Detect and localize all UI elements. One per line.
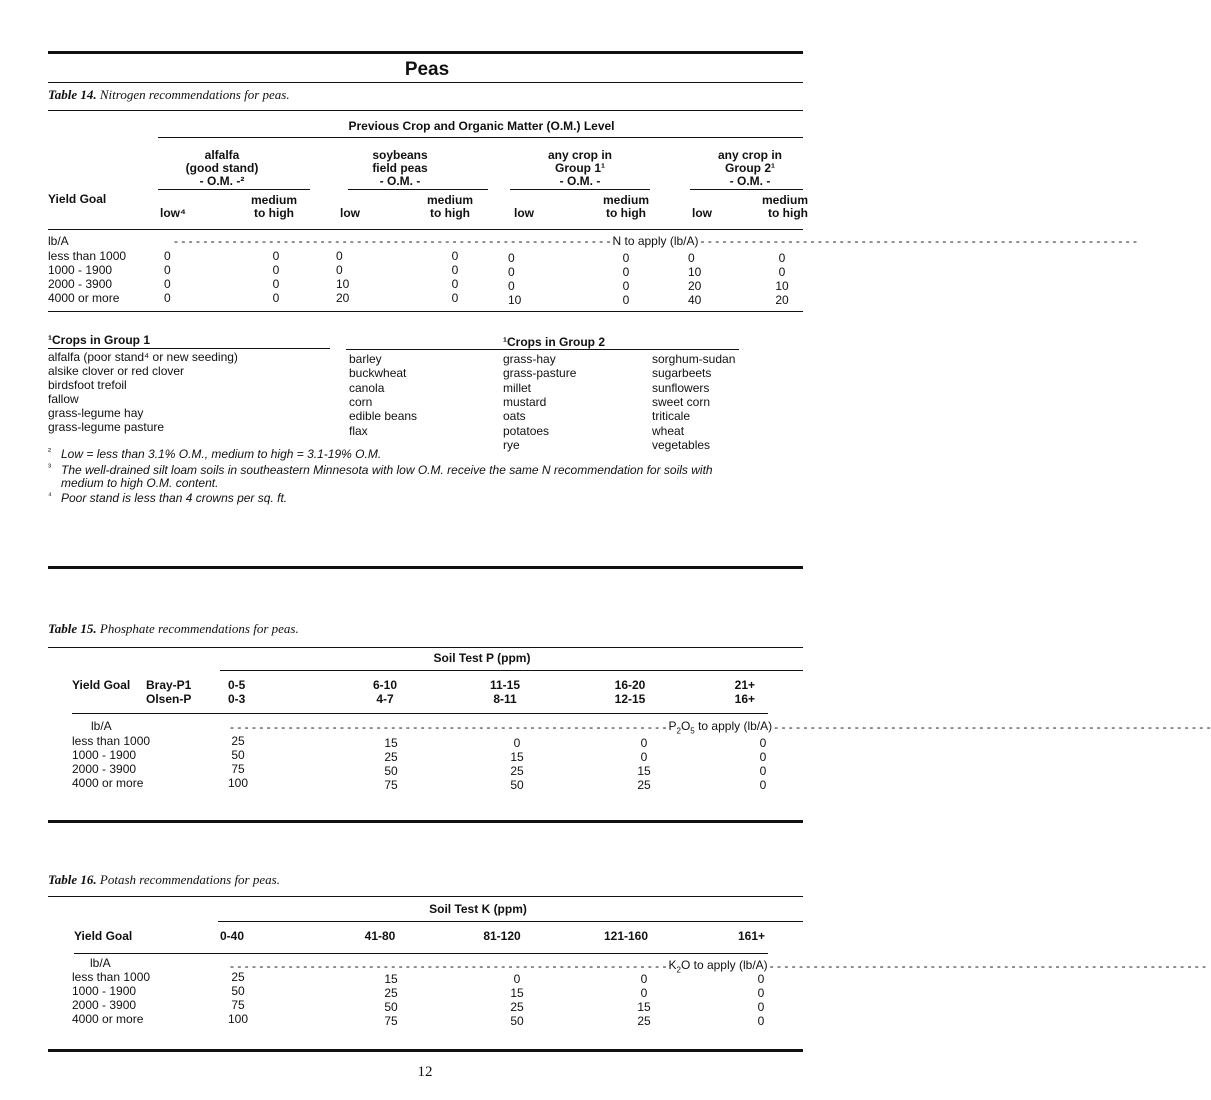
group2-item: flax — [349, 423, 368, 438]
section-divider-1 — [48, 566, 803, 569]
table14-cell: 0 — [451, 263, 459, 277]
table15-super-rule — [220, 670, 803, 671]
table15-cell: 0 — [640, 736, 648, 750]
group2-item: canola — [349, 380, 385, 395]
table16-range: 81-120 — [483, 929, 521, 943]
table16-cell: 0 — [513, 972, 521, 986]
table14-cell: 10 — [688, 265, 702, 279]
table14-caption — [48, 87, 290, 103]
table16-row-label: less than 1000 — [72, 970, 151, 984]
table14-subheader: low⁴ — [160, 206, 186, 220]
group1-item: grass-legume hay — [48, 406, 144, 420]
table15-cell: 25 — [384, 750, 398, 764]
table14-subheader: low — [514, 206, 534, 220]
group1-item: grass-legume pasture — [48, 420, 165, 434]
table15-olsen-range: 8-11 — [493, 692, 517, 706]
table14-cell: 0 — [272, 263, 280, 277]
table14-label: Table 14. — [48, 87, 97, 102]
table15-header-rule — [72, 713, 768, 714]
table14-cell: 0 — [164, 249, 171, 263]
title-rule — [48, 82, 803, 83]
group2-item: sorghum-sudan — [652, 352, 736, 366]
table16-cell: 15 — [510, 986, 524, 1000]
table14-cell: 10 — [775, 279, 789, 293]
table14-bottom-rule — [48, 311, 803, 312]
table16-cell: 0 — [757, 986, 765, 1000]
table14-row-label: 2000 - 3900 — [48, 277, 113, 291]
unit-note-sub: 5 — [690, 726, 695, 736]
table16-cell: 100 — [227, 1012, 249, 1026]
table14-group-header-line: - O.M. -² — [199, 174, 245, 188]
table14-super-header: Previous Crop and Organic Matter (O.M.) Level — [348, 119, 615, 133]
table14-group-rule — [690, 189, 803, 190]
table14-dash-row — [174, 234, 1138, 248]
footnote-line: Poor stand is less than 4 crowns per sq. ft. — [61, 491, 288, 505]
table15-cell: 50 — [384, 764, 398, 778]
group1-title: ¹Crops in Group 1 — [48, 333, 150, 347]
table15-bray-range: 0-5 — [228, 678, 246, 692]
table15-bray-range: 16-20 — [614, 678, 646, 692]
table14-cell: 0 — [622, 279, 630, 293]
table14-group-header-line: soybeans — [372, 148, 428, 162]
unit-note-sub: 2 — [676, 965, 681, 975]
table16-cell: 50 — [231, 984, 245, 998]
table16-cell: 0 — [757, 1014, 765, 1028]
group2-item: barley — [349, 352, 382, 366]
table14-cell: 0 — [272, 291, 280, 305]
table15-olsen-range: 4-7 — [376, 692, 394, 706]
table15-olsen-label: Olsen-P — [146, 692, 192, 706]
table15-cell: 15 — [637, 764, 651, 778]
dash-leader: - - - - - - - - - - - - - - - - - - - - - - - - - - - - - - - - - - - - - - - - - - - - - - - - - - - - - - - - - - - - — [774, 720, 1211, 735]
table16-yield-goal: Yield Goal — [74, 929, 133, 943]
table14-subheader: low — [692, 206, 712, 220]
footnote-line: medium to high O.M. content. — [61, 476, 219, 490]
table14-subheader: low — [340, 206, 360, 220]
table14-subheader: medium to high — [761, 193, 808, 220]
group2-item: wheat — [652, 423, 685, 438]
footnote-mark: ⁴ — [48, 490, 52, 500]
table15-bray-range: 6-10 — [372, 678, 398, 692]
table16-units: lb/A — [90, 956, 111, 970]
table14-cell: 0 — [622, 265, 630, 279]
footnote-mark: ³ — [48, 462, 51, 472]
page-number: 12 — [417, 1064, 433, 1080]
table15-row-label: 2000 - 3900 — [72, 762, 137, 776]
unit-note — [610, 234, 700, 248]
table15-cell: 50 — [510, 778, 524, 792]
table14-group-header-line: any crop in — [717, 148, 782, 162]
table14-cell: 0 — [778, 251, 786, 265]
table16-cell: 50 — [384, 1000, 398, 1014]
table16-cell: 25 — [510, 1000, 524, 1014]
table15-row-label: less than 1000 — [72, 734, 151, 748]
footnote-mark: ² — [48, 446, 51, 456]
table16-super-rule — [218, 921, 803, 922]
table14-yield-goal: Yield Goal — [48, 192, 107, 206]
table14-cell: 0 — [688, 251, 695, 265]
unit-note-sub: 2 — [676, 726, 681, 736]
table16-cell: 50 — [510, 1014, 524, 1028]
table14-group-header-line: - O.M. - — [559, 174, 601, 188]
table14-super-rule — [158, 137, 803, 138]
group2-item: grass-hay — [503, 352, 556, 366]
table16-cell: 0 — [640, 986, 648, 1000]
table14-row-label: less than 1000 — [48, 249, 127, 263]
table14-cell: 10 — [508, 293, 522, 307]
table14-cell: 10 — [336, 277, 350, 291]
table14-group-header-line: Group 1¹ — [555, 161, 605, 175]
group1-item: alsike clover or red clover — [48, 364, 185, 378]
table15-olsen-range: 0-3 — [228, 692, 246, 706]
table16-range: 121-160 — [603, 929, 649, 943]
group2-item: vegetables — [652, 437, 711, 452]
table14-group-rule — [158, 189, 310, 190]
unit-note-part: to apply (lb/A) — [694, 719, 773, 733]
dash-leader: - - - - - - - - - - - - - - - - - - - - - - - - - - - - - - - - - - - - - - - - - - - - - - - - - - - - - - - - - - - - — [230, 959, 667, 974]
table16-range: 161+ — [737, 929, 765, 943]
table16-row-label: 1000 - 1900 — [72, 984, 137, 998]
table14-row-label: 4000 or more — [48, 291, 120, 305]
table16-caption-text: Potash recommendations for peas. — [99, 872, 280, 887]
table15-cell: 25 — [231, 734, 245, 748]
table16-cell: 0 — [640, 972, 648, 986]
table14-group-header-line: field peas — [372, 161, 428, 175]
table15-row-label: 4000 or more — [72, 776, 144, 790]
table16-cell: 25 — [637, 1014, 651, 1028]
table15-bray-label: Bray-P1 — [146, 678, 192, 692]
table14-cell: 0 — [622, 251, 630, 265]
group2-item: mustard — [503, 394, 547, 409]
table14-cell: 0 — [164, 291, 171, 305]
table16-cell: 75 — [384, 1014, 398, 1028]
table15-cell: 0 — [759, 736, 767, 750]
table16-range: 41-80 — [364, 929, 396, 943]
table14-group-header-line: Group 2¹ — [725, 161, 775, 175]
table15-yield-goal: Yield Goal — [72, 678, 131, 692]
table14-cell: 0 — [451, 291, 459, 305]
table14-cell: 0 — [336, 263, 343, 277]
table14-cell: 0 — [508, 251, 515, 265]
table14-units: lb/A — [48, 234, 69, 248]
group2-item: sunflowers — [652, 380, 710, 395]
group2-item: rye — [503, 437, 520, 452]
table14-cell: 0 — [272, 277, 280, 291]
group2-item: grass-pasture — [503, 366, 577, 381]
table14-group-header-line: alfalfa — [204, 148, 240, 162]
table14-group-rule — [348, 189, 488, 190]
table15-bray-range: 21+ — [734, 678, 755, 692]
table16-caption — [48, 872, 280, 888]
table15-cell: 0 — [759, 764, 767, 778]
table14-cell: 0 — [272, 249, 280, 263]
table16-top-rule — [48, 896, 803, 897]
table15-row-label: 1000 - 1900 — [72, 748, 137, 762]
table16-cell: 25 — [384, 986, 398, 1000]
group2-item: sweet corn — [652, 394, 711, 409]
group2-item: oats — [503, 409, 526, 424]
table15-olsen-range: 12-15 — [614, 692, 646, 706]
table16-row-label: 4000 or more — [72, 1012, 144, 1026]
table15-cell: 0 — [513, 736, 521, 750]
table14-cell: 0 — [451, 249, 459, 263]
table15-cell: 75 — [231, 762, 245, 776]
table16-cell: 15 — [384, 972, 398, 986]
unit-note-part: K — [668, 958, 677, 972]
group2-item: triticale — [652, 409, 691, 424]
group1-item: fallow — [48, 392, 79, 406]
table15-cell: 0 — [759, 750, 767, 764]
table14-subheader: medium to high — [426, 193, 473, 220]
table15-cell: 0 — [640, 750, 648, 764]
unit-note-part: P — [668, 719, 677, 733]
table14-group-header-line: (good stand) — [185, 161, 259, 175]
dash-leader: - - - - - - - - - - - - - - - - - - - - - - - - - - - - - - - - - - - - - - - - - - - - - - - - - - - - - - - - - - - - — [700, 234, 1138, 248]
table16-range: 0-40 — [220, 929, 245, 943]
table15-caption — [48, 621, 299, 637]
table14-cell: 0 — [778, 265, 786, 279]
group2-item: sugarbeets — [652, 366, 712, 381]
footnote-line: Low = less than 3.1% O.M., medium to high = 3.1-19% O.M. — [61, 447, 382, 461]
unit-note — [666, 719, 774, 735]
table16-dash-row — [230, 958, 1207, 975]
group2-item: potatoes — [503, 423, 550, 438]
table16-cell: 0 — [757, 972, 765, 986]
table14-cell: 0 — [451, 277, 459, 291]
table15-cell: 0 — [759, 778, 767, 792]
table14-cell: 0 — [164, 263, 171, 277]
table15-label: Table 15. — [48, 621, 97, 636]
table16-super-header: Soil Test K (ppm) — [429, 902, 527, 916]
table14-cell: 20 — [336, 291, 350, 305]
table14-row-label: 1000 - 1900 — [48, 263, 113, 277]
table15-top-rule — [48, 647, 803, 648]
table15-cell: 25 — [510, 764, 524, 778]
footnote-line: The well-drained silt loam soils in southeastern Minnesota with low O.M. receive the same N recommendation for soils with — [61, 463, 713, 477]
table16-cell: 0 — [757, 1000, 765, 1014]
table16-label: Table 16. — [48, 872, 97, 887]
table16-cell: 25 — [231, 970, 245, 984]
table15-dash-row — [230, 719, 1211, 736]
table14-cell: 20 — [775, 293, 789, 307]
table16-row-label: 2000 - 3900 — [72, 998, 137, 1012]
table16-cell: 15 — [637, 1000, 651, 1014]
group2-item: millet — [503, 380, 532, 395]
table15-caption-text: Phosphate recommendations for peas. — [99, 621, 299, 636]
unit-note-text: N to apply (lb/A) — [612, 234, 699, 248]
table14-cell: 20 — [688, 279, 702, 293]
group1-item: birdsfoot trefoil — [48, 378, 127, 392]
table15-cell: 15 — [384, 736, 398, 750]
table15-super-header: Soil Test P (ppm) — [433, 651, 531, 665]
table14-subheader: medium to high — [250, 193, 297, 220]
table15-units: lb/A — [91, 719, 112, 733]
table15-cell: 25 — [637, 778, 651, 792]
group2-title: ¹Crops in Group 2 — [503, 335, 605, 349]
section-divider-3 — [48, 1049, 803, 1052]
table14-cell: 0 — [622, 293, 630, 307]
section-divider-2 — [48, 820, 803, 823]
table16-cell: 75 — [231, 998, 245, 1012]
dash-leader: - - - - - - - - - - - - - - - - - - - - - - - - - - - - - - - - - - - - - - - - - - - - - - - - - - - - - - - - - - - - — [174, 234, 611, 248]
table14-top-rule — [48, 110, 803, 111]
table15-cell: 100 — [227, 776, 249, 790]
table14-subheader: medium to high — [602, 193, 649, 220]
group2-item: edible beans — [349, 409, 418, 424]
table15-olsen-range: 16+ — [734, 692, 755, 706]
table14-group-header-line: - O.M. - — [729, 174, 771, 188]
table15-cell: 50 — [231, 748, 245, 762]
table16-header-rule — [74, 953, 768, 954]
group1-item: alfalfa (poor stand⁴ or new seeding) — [48, 350, 238, 364]
table14-cell: 0 — [508, 265, 515, 279]
group2-item: corn — [349, 394, 373, 409]
table15-bray-range: 11-15 — [489, 678, 521, 692]
table14-group-rule — [510, 189, 650, 190]
table14-cell: 0 — [508, 279, 515, 293]
group1-rule — [48, 348, 330, 349]
table14-group-header-line: any crop in — [547, 148, 612, 162]
table14-cell: 40 — [688, 293, 702, 307]
table14-group-header-line: - O.M. - — [379, 174, 421, 188]
group2-rule — [346, 349, 739, 350]
unit-note-part: O to apply (lb/A) — [680, 958, 768, 972]
unit-note-part: O — [680, 719, 691, 733]
top-thick-rule — [48, 51, 803, 54]
table14-caption-text: Nitrogen recommendations for peas. — [99, 87, 290, 102]
table14-cell: 0 — [164, 277, 171, 291]
dash-leader: - - - - - - - - - - - - - - - - - - - - - - - - - - - - - - - - - - - - - - - - - - - - - - - - - - - - - - - - - - - - — [230, 720, 667, 735]
group2-item: buckwheat — [349, 366, 407, 381]
table15-cell: 75 — [384, 778, 398, 792]
table14-cell: 0 — [336, 249, 343, 263]
section-title: Peas — [404, 59, 450, 80]
dash-leader: - - - - - - - - - - - - - - - - - - - - - - - - - - - - - - - - - - - - - - - - - - - - - - - - - - - - - - - - - - - - — [769, 959, 1207, 974]
table14-header-rule — [48, 229, 803, 230]
table15-cell: 15 — [510, 750, 524, 764]
